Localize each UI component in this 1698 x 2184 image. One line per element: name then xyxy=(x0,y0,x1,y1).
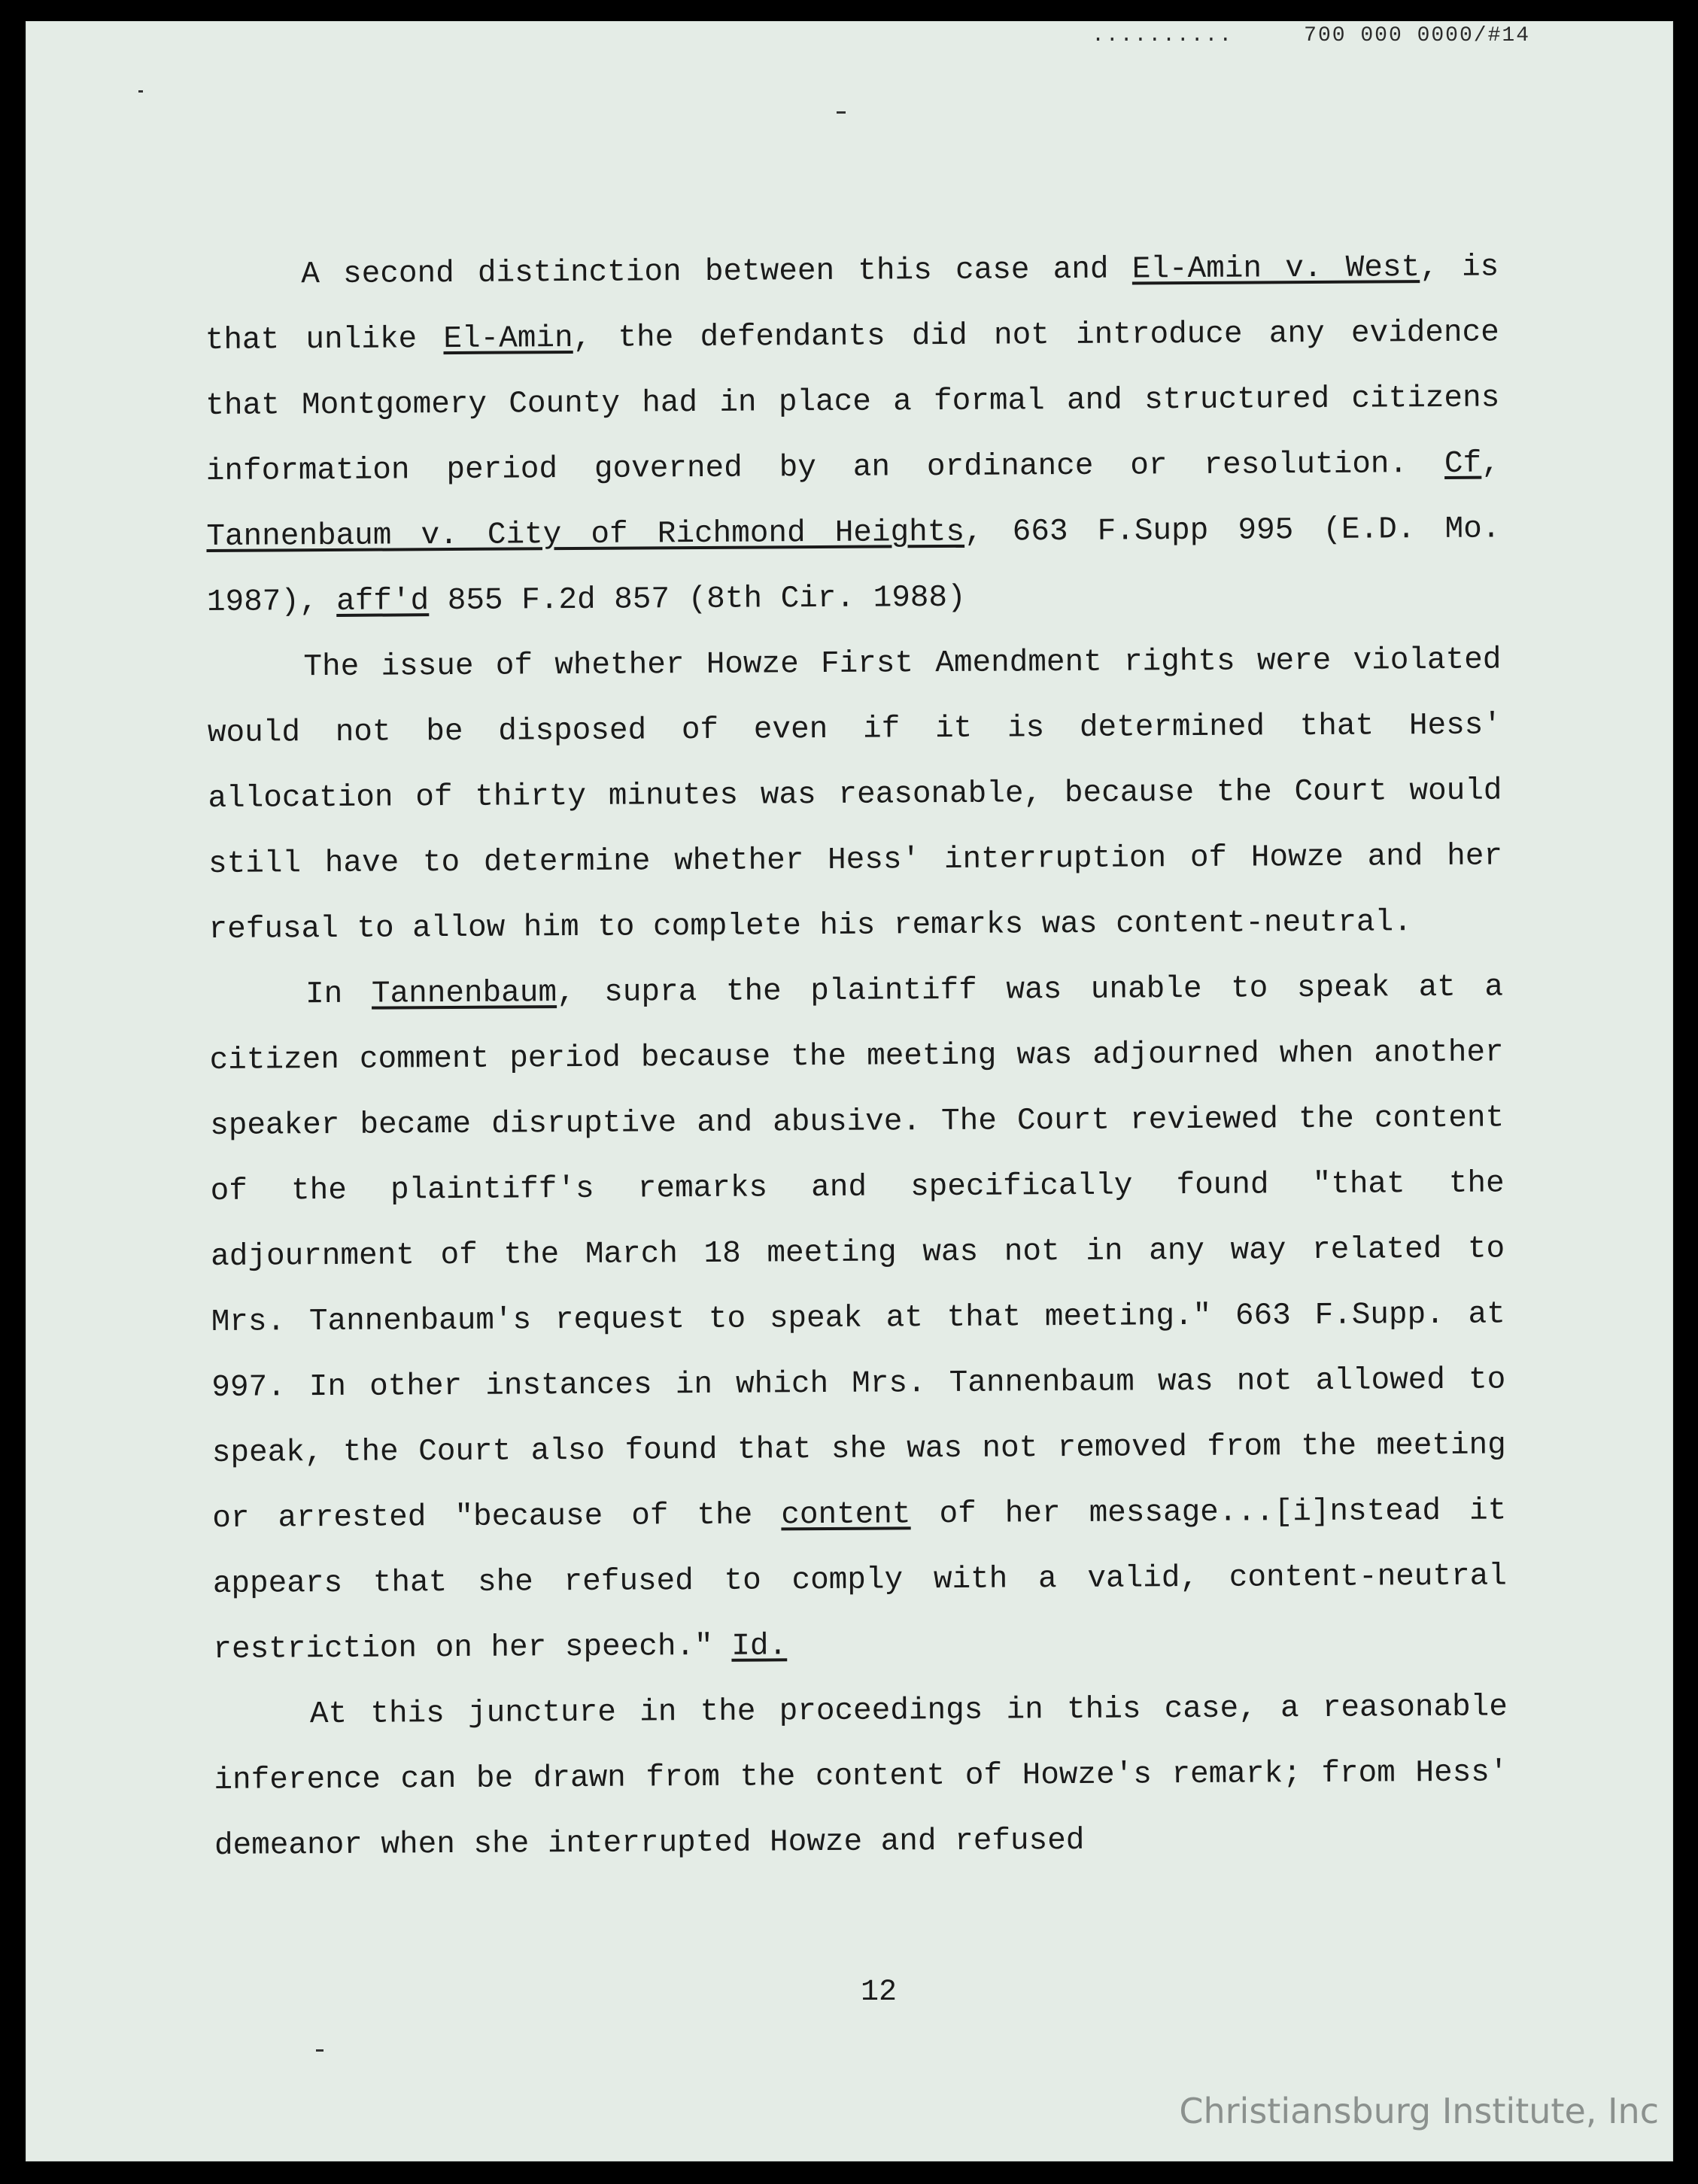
paragraph xyxy=(207,627,1503,962)
underlined-citation: Cf xyxy=(1444,446,1482,481)
text-run: , xyxy=(1481,446,1500,481)
header-marks-left: .......... xyxy=(1092,24,1234,47)
paragraph xyxy=(209,955,1508,1682)
text-run: At this juncture in the proceedings in this case, a reasonable inference can be drawn from the content of Howze's remark; from Hess' demeanor when she interrupted Howze and refused xyxy=(214,1690,1508,1864)
text-run: A second distinction between this case and xyxy=(301,252,1132,293)
text-run: In xyxy=(305,977,372,1013)
paragraph xyxy=(214,1675,1509,1879)
watermark: Christiansburg Institute, Inc xyxy=(1179,2091,1659,2131)
scan-speck xyxy=(138,90,143,93)
scan-speck xyxy=(837,111,846,114)
underlined-citation: El-Amin xyxy=(443,321,573,357)
underlined-citation: content xyxy=(781,1497,911,1533)
text-run: , the defendants did not introduce any evidence that Montgomery County had in place a formal and structured citizens information period governed by an ordinance or resolution. xyxy=(205,315,1500,489)
underlined-citation: Id. xyxy=(731,1629,788,1664)
document-page xyxy=(26,21,1673,2161)
text-run: 855 F.2d 857 (8th Cir. 1988) xyxy=(429,580,966,619)
paragraph xyxy=(205,235,1501,635)
scan-speck xyxy=(316,2049,324,2052)
text-run: , 663 F.Supp 995 (E.D. Mo. 1987), xyxy=(206,512,1501,620)
underlined-citation: El-Amin v. West xyxy=(1131,251,1420,287)
page-number: 12 xyxy=(861,1976,898,2009)
underlined-citation: Tannenbaum xyxy=(371,976,557,1012)
text-run: The issue of whether Howze First Amendment rights were violated would not be disposed of even if it is determined that Hess' allocation of thirty minutes was reasonable, because the Court would still have to determine whether Hess' interruption of Howze and her refusal to allow him to complete his remarks was content-neutral. xyxy=(207,642,1503,947)
text-run: , is that unlike xyxy=(205,250,1499,358)
header-marks-right: 700 000 0000/#14 xyxy=(1304,24,1530,47)
underlined-citation: aff'd xyxy=(336,584,430,619)
body-text xyxy=(205,235,1508,1879)
underlined-citation: Tannenbaum v. City of Richmond Heights xyxy=(206,515,965,554)
text-run: of her message...[i]nstead it appears that she refused to comply with a valid, content-neutral restriction on her speech." xyxy=(212,1493,1508,1667)
text-run: , supra the plaintiff was unable to speak at a citizen comment period because the meeting was adjourned when another speaker became disruptive and abusive. The Court reviewed the content of the plaintiff's remarks and specifically found "that the adjournment of the March 18 meeting was not in any way related to Mrs. Tannenbaum's request to speak at that meeting." 663 F.Supp. at 997. In other instances in which Mrs. Tannenbaum was not allowed to speak, the Court also found that she was not removed from the meeting or arrested "because of the xyxy=(209,970,1506,1536)
header-marks xyxy=(1092,24,1530,47)
